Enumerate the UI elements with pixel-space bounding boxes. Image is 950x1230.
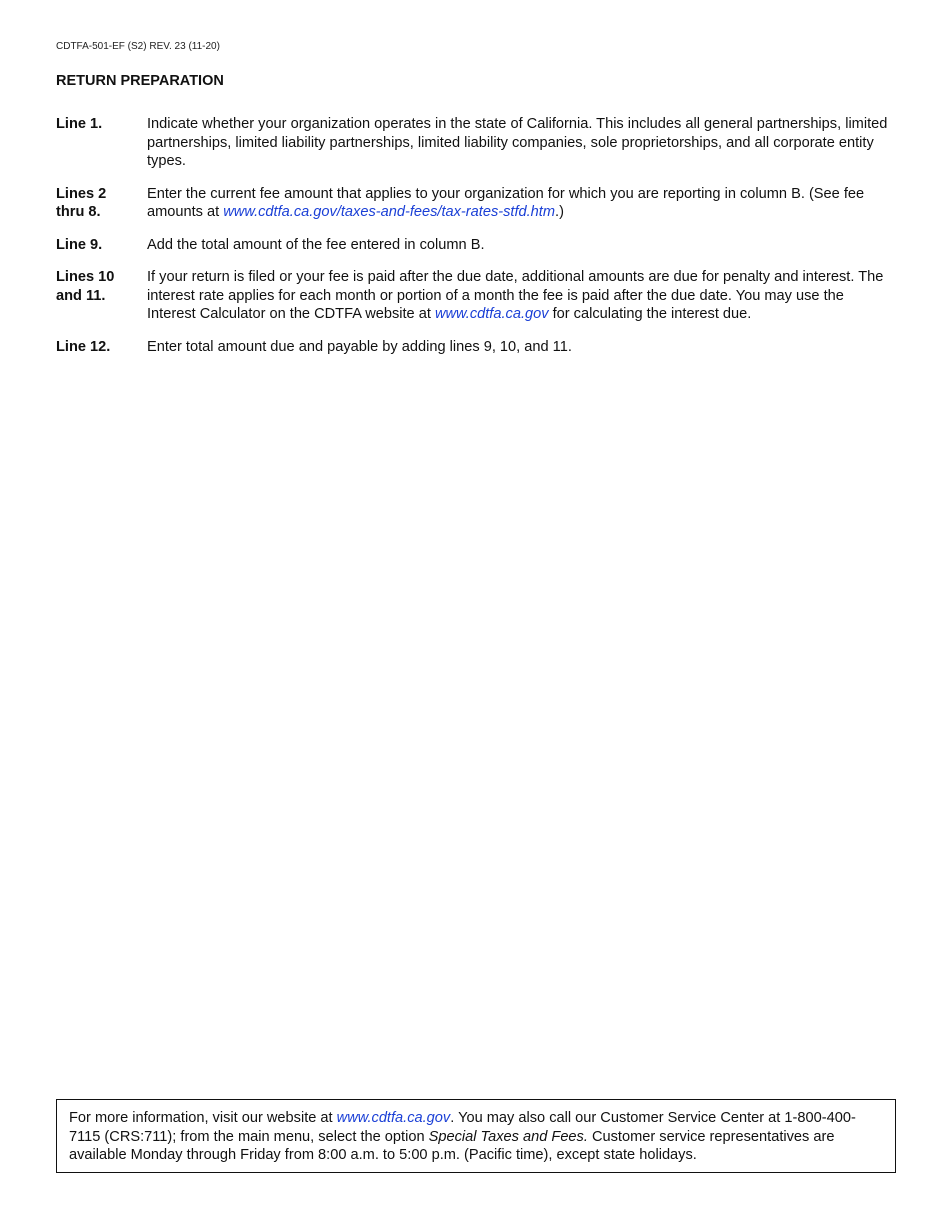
line-text-before: Enter the current fee amount that applies to your organization for which you are reporting in column B. (See fee amounts at	[147, 185, 865, 220]
line-label-2: thru 8.	[56, 204, 101, 220]
instruction-lines-10-11	[56, 268, 896, 324]
line-label-1: Line 12.	[56, 338, 111, 355]
line-text-after: for calculating the interest due.	[548, 306, 752, 322]
info-box	[56, 1099, 896, 1173]
info-text-3: Customer service representatives are available Monday through Friday from 8:00 a.m. to 5:00 p.m. (Pacific time), except state holidays.	[69, 1128, 835, 1163]
line-label	[56, 268, 147, 324]
menu-option-text: Special Taxes and Fees.	[428, 1128, 588, 1145]
line-label-2: and 11.	[56, 287, 106, 304]
line-label	[56, 115, 147, 171]
line-label-1: Line 1.	[56, 116, 103, 132]
line-label	[56, 236, 147, 255]
line-text: Enter total amount due and payable by adding lines 9, 10, and 11.	[147, 338, 572, 355]
footer-website-link[interactable]: www.cdtfa.ca.gov	[336, 1110, 451, 1126]
line-label	[56, 185, 147, 222]
info-text-2: . You may also call our Customer Service Center at 1-800-400-7115 (CRS:711); from the main menu, select the option	[69, 1110, 856, 1145]
cdtfa-website-link[interactable]: www.cdtfa.ca.gov	[434, 306, 549, 322]
line-label-1: Lines 10	[56, 269, 115, 285]
section-title: RETURN PREPARATION	[56, 73, 224, 89]
fee-rates-link[interactable]: www.cdtfa.ca.gov/taxes-and-fees/tax-rates-stfd.htm	[223, 204, 556, 220]
instructions-list	[56, 115, 896, 370]
line-text	[147, 268, 896, 324]
instruction-lines-2-8	[56, 185, 896, 222]
line-label	[56, 338, 147, 357]
instruction-line-12	[56, 338, 896, 357]
instruction-line-9	[56, 236, 896, 255]
info-text-1: For more information, visit our website at	[69, 1110, 337, 1126]
line-text	[147, 185, 896, 222]
line-text: Add the total amount of the fee entered in column B.	[147, 236, 485, 253]
line-text: Indicate whether your organization operates in the state of California. This includes all general partnerships, limited partnerships, limited liability partnerships, limited liability companies, sole proprietorships, and all corporate entity types.	[147, 116, 888, 169]
line-label-1: Line 9.	[56, 236, 103, 253]
line-label-1: Lines 2	[56, 185, 107, 202]
instruction-line-1	[56, 115, 896, 171]
line-text-after: .)	[555, 204, 564, 220]
form-id: CDTFA-501-EF (S2) REV. 23 (11-20)	[56, 41, 220, 52]
line-text-before: If your return is filed or your fee is paid after the due date, additional amounts are due for penalty and interest. The interest rate applies for each month or portion of a month the fee is paid after the due date. You may use the Interest Calculator on the CDTFA website at	[147, 269, 884, 322]
